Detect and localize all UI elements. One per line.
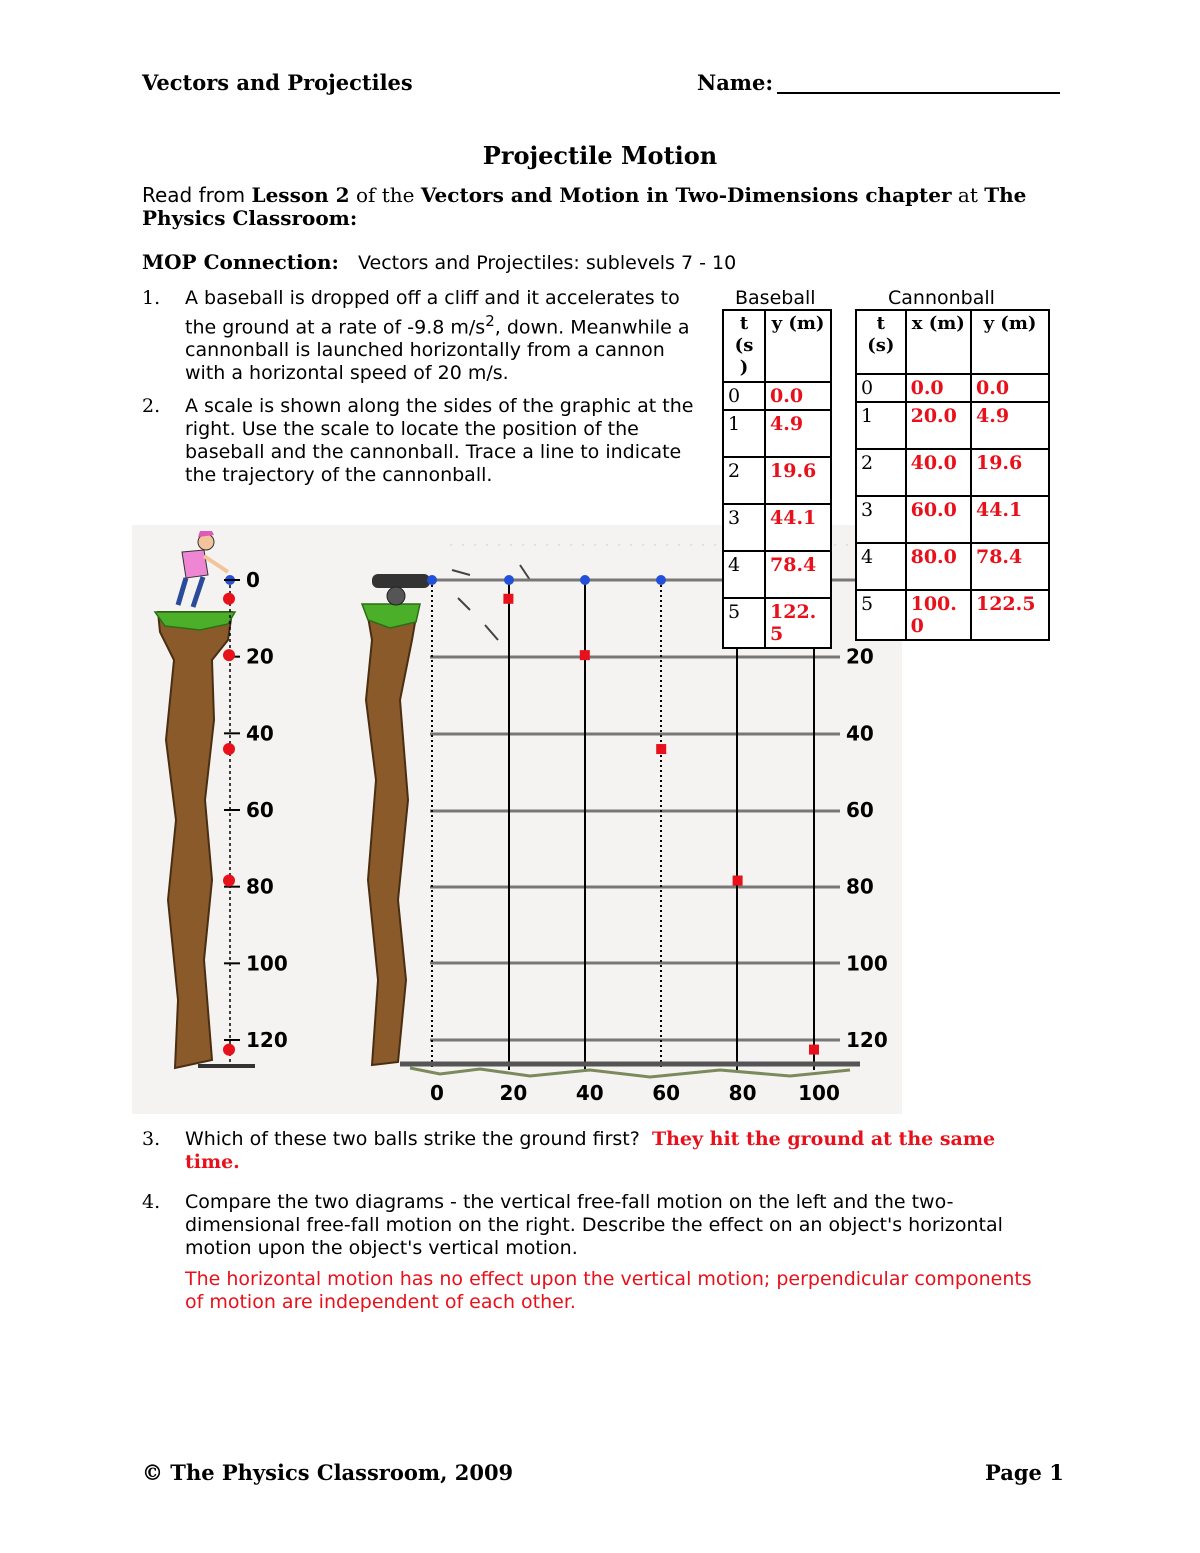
x-scale-labels [430,1081,840,1105]
mop-label: MOP Connection: [142,250,339,274]
baseball-row [723,382,831,410]
cannonball-cell-t: 0 [856,374,906,402]
q3-question: Which of these two balls strike the ground first? [185,1128,640,1150]
cannonball-header-y: y (m) [971,310,1049,374]
right-scale-label: 60 [846,798,874,822]
q4-text: Compare the two diagrams - the vertical free-fall motion on the left and the two-dimensional free-fall motion on the right. Describe the effect on an object's horizontal motion upon the object's vertical motion. [185,1191,1003,1259]
q1-text-a: A baseball is dropped off a cliff and it accelerates to the ground at a rate of -9.8 m/s [185,287,680,339]
person-icon [178,531,228,607]
baseball-table [722,309,832,649]
x-scale-label: 0 [430,1081,444,1105]
cannonball-cell-x: 0.0 [906,374,971,402]
ground-texture [410,1068,850,1077]
baseball-point [223,875,235,887]
x-scale-label: 40 [575,1081,604,1105]
right-scale-label: 120 [846,1028,888,1052]
cannonball-row [856,543,1049,590]
left-scale-label: 80 [246,874,274,899]
baseball-cell-y: 0.0 [765,382,831,410]
cannonball-point [733,876,743,886]
baseball-cell-t: 5 [723,598,765,648]
baseball-row [723,457,831,504]
baseball-row [723,504,831,551]
baseball-cell-y: 44.1 [765,504,831,551]
baseball-row [723,598,831,648]
cannon-icon [372,574,430,605]
cannonball-cell-x: 40.0 [906,449,971,496]
cannonball-cell-x: 20.0 [906,402,971,449]
cannonball-cell-t: 1 [856,402,906,449]
cannonball-table [855,309,1050,641]
right-scale-label: 20 [846,644,874,669]
q3-number: 3. [142,1128,161,1150]
baseball-cell-t: 4 [723,551,765,598]
cannonball-point [809,1045,819,1055]
cannonball-cell-t: 3 [856,496,906,543]
cannonball-point [503,594,513,604]
cannonball-cell-x: 80.0 [906,543,971,590]
cannonball-cell-t: 5 [856,590,906,640]
cannonball-row [856,590,1049,640]
baseball-cell-y: 122.5 [765,598,831,648]
baseball-cell-y: 78.4 [765,551,831,598]
page-title: Projectile Motion [482,141,718,170]
footer-page: Page 1 [985,1460,1064,1485]
right-scale-label: 80 [846,874,874,899]
cannonball-cell-y: 19.6 [971,449,1049,496]
baseball-point [223,593,235,605]
footer-copyright: © The Physics Classroom, 2009 [142,1460,514,1485]
x-scale-label: 60 [652,1081,681,1105]
cannonball-cell-x: 60.0 [906,496,971,543]
right-cliff [366,605,418,1065]
motion-swooshes [452,565,530,640]
q1-sup: 2 [485,312,495,330]
intro-text-3: at [951,183,985,207]
cannonball-cell-y: 44.1 [971,496,1049,543]
cannonball-header-x: x (m) [906,310,971,374]
baseball-cell-t: 2 [723,457,765,504]
x-scale-label: 100 [798,1081,840,1105]
x-scale-label: 80 [728,1081,757,1105]
baseball-cell-t: 3 [723,504,765,551]
baseball-cell-t: 1 [723,410,765,457]
left-scale-label: 20 [246,644,274,669]
q2-number: 2. [142,395,161,417]
intro-text-2: of the [349,183,421,207]
q3-answer: They hit the ground at the same time. [185,1128,996,1173]
cannonball-cell-y: 4.9 [971,402,1049,449]
x-scale-label: 20 [499,1081,528,1105]
baseball-row [723,551,831,598]
baseball-header-y: y (m) [765,310,831,382]
cannonball-row [856,496,1049,543]
baseball-cell-y: 19.6 [765,457,831,504]
cannonball-row [856,402,1049,449]
intro-chapter: Vectors and Motion in Two-Dimensions chapter [420,183,952,207]
q2-text: A scale is shown along the sides of the graphic at the right. Use the scale to locate the position of the baseball and the cannonball. Trace a line to indicate the trajectory of the cannonball. [185,395,694,486]
cannonball-row [856,449,1049,496]
cannonball-cell-t: 4 [856,543,906,590]
cannonball-point [580,650,590,660]
baseball-header-t: t (s ) [723,310,765,382]
cannonball-cell-t: 2 [856,449,906,496]
plotted-points [223,593,819,1056]
cannonball-header-t: t (s) [856,310,906,374]
header-title: Vectors and Projectiles [142,70,413,95]
left-scale-label: 100 [246,951,288,976]
baseball-point [223,649,235,661]
mop-text: Vectors and Projectiles: sublevels 7 - 10 [357,252,737,274]
cannonball-cell-x: 100.0 [906,590,971,640]
left-scale-label: 0 [246,568,260,592]
left-scale-label: 120 [246,1028,288,1052]
left-scale-label: 60 [246,798,274,822]
q4-number: 4. [142,1191,161,1213]
q4-answer: The horizontal motion has no effect upon the vertical motion; perpendicular components of motion are independent of each other. [185,1268,1032,1313]
q1-number: 1. [142,287,161,309]
baseball-point [223,1044,235,1056]
right-scale-label: 100 [846,951,888,976]
right-scale-label: 40 [846,721,874,746]
cannonball-cell-y: 78.4 [971,543,1049,590]
intro-site: The Physics Classroom: [142,183,1027,230]
intro-text-1: Read from [142,183,252,207]
cannonball-cell-y: 0.0 [971,374,1049,402]
left-cliff [158,612,232,1068]
baseball-cell-y: 4.9 [765,410,831,457]
baseball-row [723,410,831,457]
intro-lesson: Lesson 2 [251,183,350,207]
left-scale-label: 40 [246,721,274,746]
cannonball-caption: Cannonball [888,287,995,309]
baseball-caption: Baseball [735,287,816,309]
vertical-grid [432,580,814,1070]
q1-text-b: , down. Meanwhile a cannonball is launched horizontally from a cannon with a horizontal speed of 20 m/s. [185,316,690,385]
name-label: Name: [697,70,774,95]
left-scale-labels [224,568,288,1052]
cannonball-row [856,374,1049,402]
baseball-point [223,743,235,755]
cannonball-point [656,744,666,754]
baseball-cell-t: 0 [723,382,765,410]
q3-text [185,1128,1055,1174]
cannonball-cell-y: 122.5 [971,590,1049,640]
